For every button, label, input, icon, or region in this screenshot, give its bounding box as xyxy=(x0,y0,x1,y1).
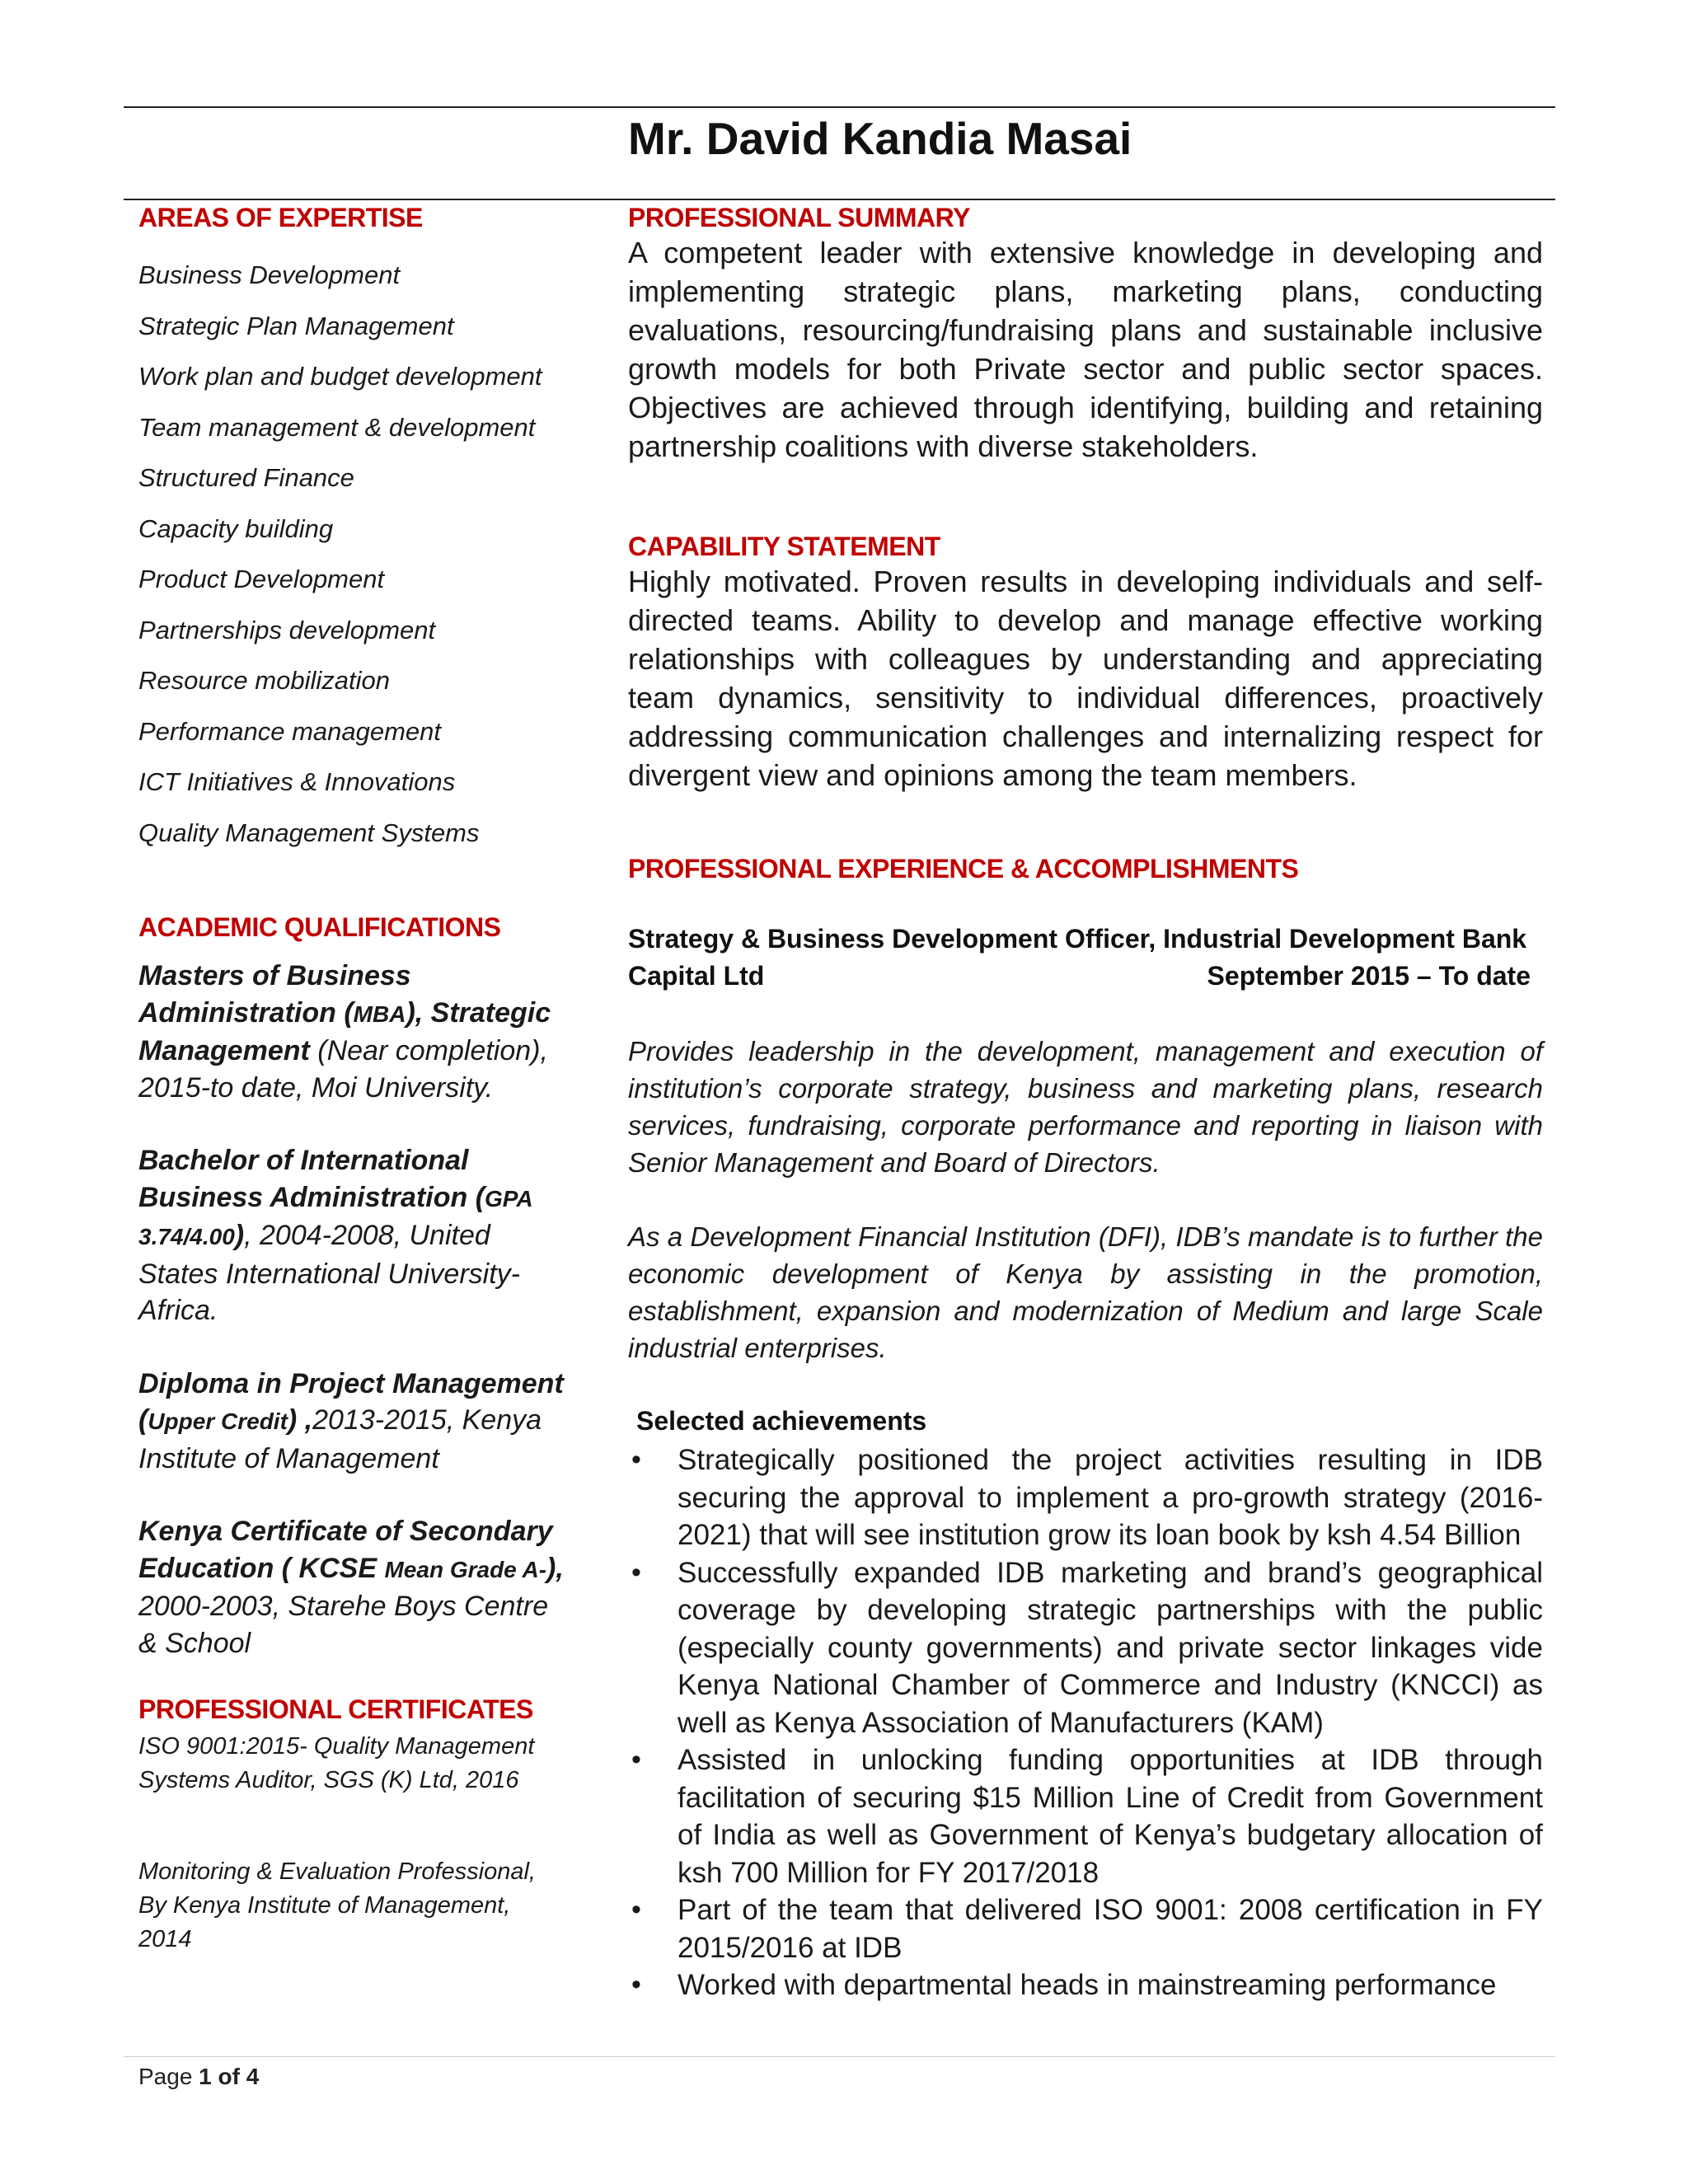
certificate-me: Monitoring & Evaluation Professional, By Kenya Institute of Management, 2014 xyxy=(138,1858,536,1952)
qualification-title-end: ), xyxy=(546,1552,564,1584)
qualification-abbr: MBA xyxy=(353,1001,406,1027)
qualification-details: , 2004-2008, United States International University- Africa. xyxy=(138,1220,520,1326)
expertise-item: Resource mobilization xyxy=(138,666,390,695)
candidate-name: Mr. David Kandia Masai xyxy=(628,113,1132,164)
expertise-heading: AREAS OF EXPERTISE xyxy=(138,203,423,232)
page-label: Page xyxy=(138,2064,199,2089)
top-rule xyxy=(124,106,1555,108)
bullet-icon: • xyxy=(631,1444,641,1475)
qualification-title: Bachelor of International Business Administration ( xyxy=(138,1145,485,1213)
qualification-grade: Mean Grade A- xyxy=(384,1556,547,1582)
achievement-item xyxy=(628,1741,1543,1891)
institution-mandate: As a Development Financial Institution (DFI), IDB’s mandate is to further the economic development of Kenya by assisting in the promotion, establishment, expansion and modernization of Medium and large Scale industrial enterprises. xyxy=(628,1221,1543,1363)
qualification-title: Diploma in Project Management ( xyxy=(138,1367,564,1436)
expertise-item: Strategic Plan Management xyxy=(138,311,454,340)
expertise-item: Partnerships development xyxy=(138,615,436,644)
certificates-heading: PROFESSIONAL CERTIFICATES xyxy=(138,1694,533,1724)
qualification-gpa: GPA 3.74/4.00 xyxy=(138,1185,532,1249)
certificate-iso: ISO 9001:2015- Quality Management Systems Auditor, SGS (K) Ltd, 2016 xyxy=(138,1733,535,1793)
achievement-text: Assisted in unlocking funding opportunities at IDB through facilitation of securing $15 Million Line of Credit from Government of India as well as Government of Kenya’s budgetary allocation of ksh 700 Million for FY 2017/2018 xyxy=(678,1744,1543,1889)
capability-heading: CAPABILITY STATEMENT xyxy=(628,532,940,561)
qualification-details: 2000-2003, Starehe Boys Centre & School xyxy=(138,1591,549,1659)
capability-text: Highly motivated. Proven results in developing individuals and self-directed teams. Ability to develop and manage effective working relationships with colleagues by understanding and appreciating team dynamics, sensitivity to individual differences, proactively addressing communication challenges and internalizing respect for divergent view and opinions among the team members. xyxy=(628,565,1543,792)
achievement-text: Part of the team that delivered ISO 9001: 2008 certification in FY 2015/2016 at IDB xyxy=(678,1894,1543,1964)
bullet-icon: • xyxy=(631,1969,641,2000)
qualification-title-end: ) , xyxy=(287,1404,313,1436)
qualification-title-end: ) xyxy=(234,1220,245,1251)
achievements-list xyxy=(628,1441,1543,2004)
expertise-item: ICT Initiatives & Innovations xyxy=(138,767,456,796)
bullet-icon: • xyxy=(631,1556,641,1588)
expertise-item: Quality Management Systems xyxy=(138,818,480,847)
footer-rule xyxy=(124,2056,1555,2057)
achievement-item xyxy=(628,1891,1543,1966)
qualification-kcse xyxy=(138,1513,567,1661)
expertise-item: Capacity building xyxy=(138,513,334,543)
qualification-details: (Near completion), 2015-to date, Moi University. xyxy=(138,1035,548,1104)
summary-text: A competent leader with extensive knowledge in developing and implementing strategic plans, marketing plans, conducting evaluations, resourcing/fundraising plans and sustainable inclusive growth models for both Private sector and public sector spaces. Objectives are achieved through identifying, building and retaining partnership coalitions with diverse stakeholders. xyxy=(628,236,1543,463)
bullet-icon: • xyxy=(631,1744,641,1775)
expertise-item: Work plan and budget development xyxy=(138,362,542,391)
qualification-credit: Upper Credit xyxy=(148,1408,288,1434)
expertise-item: Structured Finance xyxy=(138,463,354,492)
expertise-item: Business Development xyxy=(138,260,401,289)
bullet-icon: • xyxy=(631,1894,641,1925)
expertise-item: Team management & development xyxy=(138,412,536,442)
expertise-list xyxy=(138,250,567,858)
job-title: Strategy & Business Development Officer, Industrial Development Bank xyxy=(628,924,1527,954)
left-column xyxy=(138,203,567,1957)
job-dates: September 2015 – To date xyxy=(1207,961,1531,991)
academic-heading: ACADEMIC QUALIFICATIONS xyxy=(138,912,501,942)
achievement-text: Successfully expanded IDB marketing and brand’s geographical coverage by developing strategic partnerships with the public (especially county governments) and private sector linkages vide Kenya National Chamber of Commerce and Industry (KNCCI) as well as Kenya Association of Manufacturers (KAM) xyxy=(678,1556,1543,1739)
achievement-text: Strategically positioned the project activities resulting in IDB securing the approval to implement a pro-growth strategy (2016-2021) that will see institution grow its loan book by ksh 4.54 Billion xyxy=(678,1444,1543,1551)
qualification-title-end: ), Strategic Management xyxy=(138,996,551,1066)
qualification-diploma xyxy=(138,1366,567,1478)
achievement-item xyxy=(628,1966,1543,2004)
summary-heading: PROFESSIONAL SUMMARY xyxy=(628,203,970,232)
job-description: Provides leadership in the development, management and execution of institution’s corporate strategy, business and marketing plans, research services, fundraising, corporate performance and reporting in liaison with Senior Management and Board of Directors. xyxy=(628,1036,1543,1178)
header-rule xyxy=(124,199,1555,200)
page-number: 1 of 4 xyxy=(199,2064,260,2089)
achievement-item xyxy=(628,1554,1543,1742)
job-title-block xyxy=(628,921,1543,995)
achievement-text: Worked with departmental heads in mainstreaming performance xyxy=(678,1969,1497,2001)
qualification-title: Masters of Business Administration ( xyxy=(138,960,411,1029)
expertise-item: Performance management xyxy=(138,716,442,746)
qualification-details: 2013-2015, Kenya Institute of Management xyxy=(138,1404,542,1474)
experience-heading: PROFESSIONAL EXPERIENCE & ACCOMPLISHMENTS xyxy=(628,854,1299,883)
qualification-mba xyxy=(138,958,567,1106)
qualification-bachelor xyxy=(138,1142,567,1329)
qualification-title: Kenya Certificate of Secondary Education ( KCSE xyxy=(138,1516,553,1584)
achievements-heading: Selected achievements xyxy=(636,1406,927,1436)
expertise-item: Product Development xyxy=(138,565,385,593)
page-footer xyxy=(138,2064,259,2090)
job-company: Capital Ltd xyxy=(628,961,765,991)
right-column xyxy=(628,203,1543,2004)
achievement-item xyxy=(628,1441,1543,1554)
job-company-line xyxy=(628,958,1543,995)
